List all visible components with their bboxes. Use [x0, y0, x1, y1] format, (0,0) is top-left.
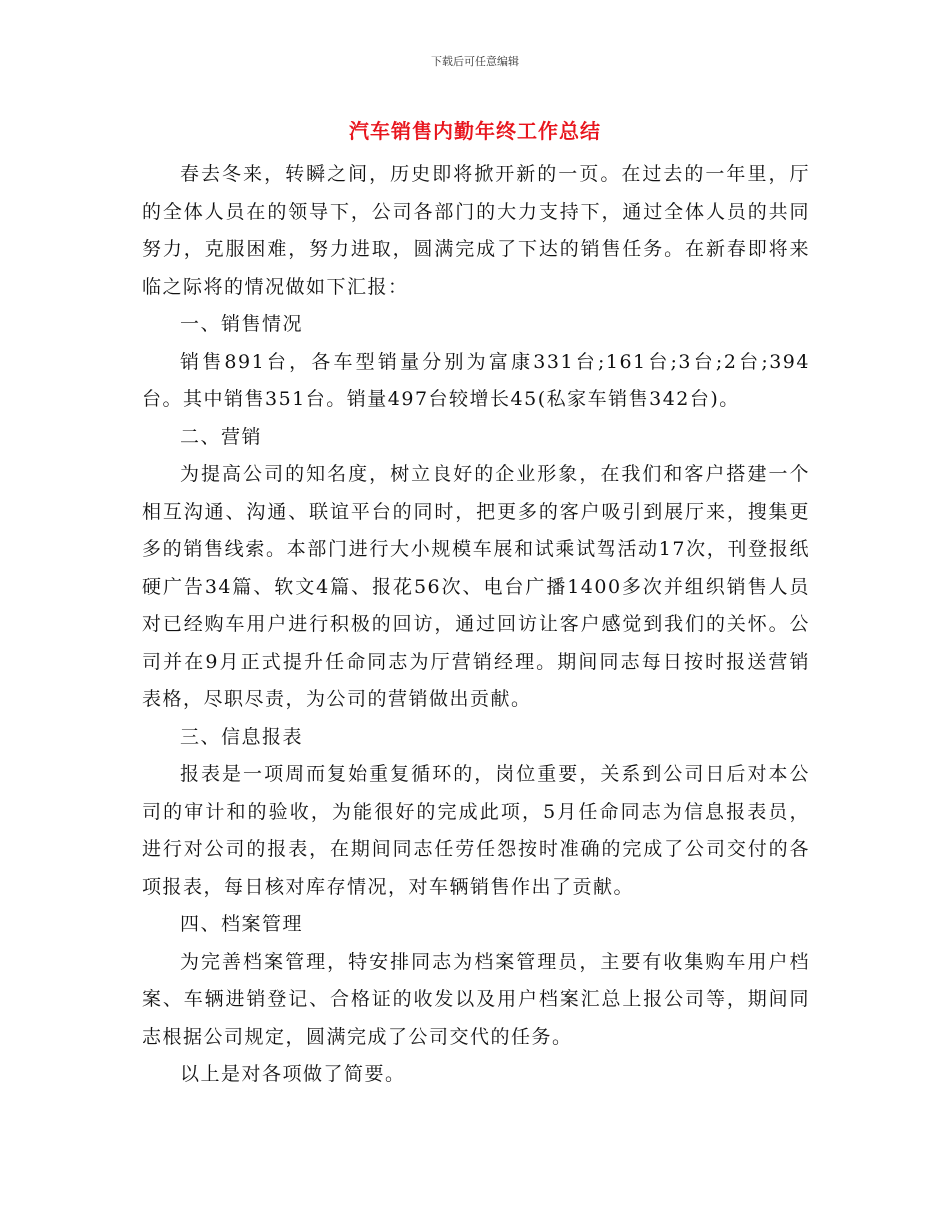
section-body-reports: 报表是一项周而复始重复循环的，岗位重要，关系到公司日后对本公司的审计和的验收，为能很好的完成此项，5月任命同志为信息报表员，进行对公司的报表，在期间同志任劳任怨按时准确的完成了公司交付的各项报表，每日核对库存情况，对车辆销售作出了贡献。	[142, 763, 810, 898]
section-body-archives: 为完善档案管理，特安排同志为档案管理员，主要有收集购车用户档案、车辆进销登记、合格证的收发以及用户档案汇总上报公司等，期间同志根据公司规定，圆满完成了公司交代的任务。	[142, 950, 810, 1048]
section-heading-sales: 一、销售情况	[180, 313, 304, 335]
section-heading-marketing: 二、营销	[180, 425, 263, 448]
document-title: 汽车销售内勤年终工作总结	[349, 119, 601, 143]
closing-paragraph: 以上是对各项做了简要。	[180, 1063, 406, 1085]
section-body-marketing: 为提高公司的知名度，树立良好的企业形象，在我们和客户搭建一个相互沟通、沟通、联谊平台的同时，把更多的客户吸引到展厅来，搜集更多的销售线索。本部门进行大小规模车展和试乘试驾活动17次，刊登报纸硬广告34篇、软文4篇、报花56次、电台广播1400多次并组织销售人员对已经购车用户进行积极的回访，通过回访让客户感觉到我们的关怀。公司并在9月正式提升任命同志为厅营销经理。期间同志每日按时报送营销表格，尽职尽责，为公司的营销做出贡献。	[142, 463, 810, 710]
section-heading-reports: 三、信息报表	[180, 725, 304, 748]
page-header-note: 下载后可任意编辑	[431, 55, 519, 68]
intro-paragraph: 春去冬来，转瞬之间，历史即将掀开新的一页。在过去的一年里，厅的全体人员在的领导下，公司各部门的大力支持下，通过全体人员的共同努力，克服困难，努力进取，圆满完成了下达的销售任务。在新春即将来临之际将的情况做如下汇报：	[142, 163, 810, 298]
document-body	[142, 156, 810, 1094]
section-body-sales: 销售891台，各车型销量分别为富康331台;161台;3台;2台;394台。其中销售351台。销量497台较增长45(私家车销售342台)。	[142, 350, 810, 410]
section-heading-archives: 四、档案管理	[180, 913, 304, 935]
